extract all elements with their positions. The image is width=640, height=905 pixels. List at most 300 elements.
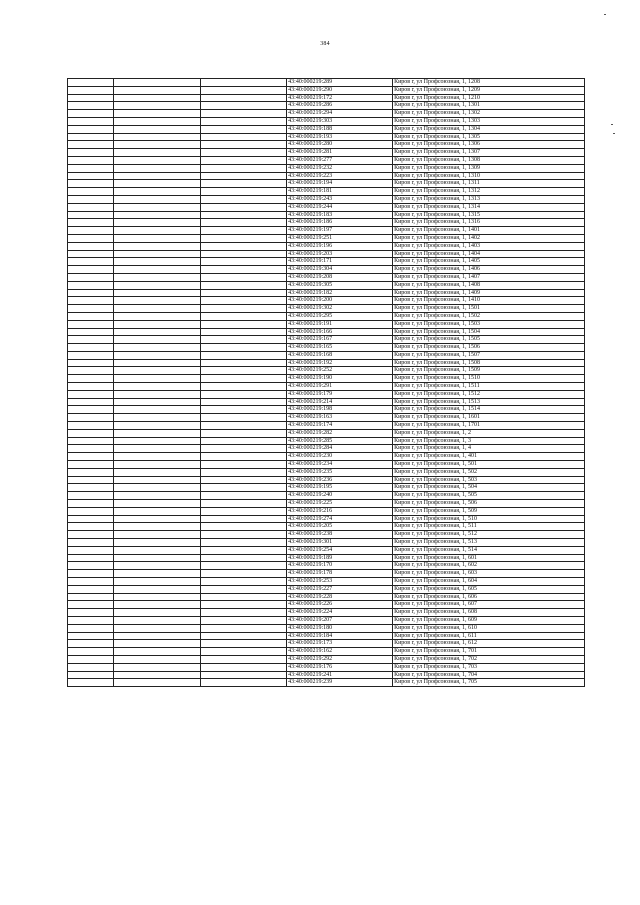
cadastral-number: 43:40:000219:167 xyxy=(287,336,393,344)
empty-cell xyxy=(68,133,114,141)
cadastral-number: 43:40:000219:282 xyxy=(287,429,393,437)
cadastral-number: 43:40:000219:241 xyxy=(287,671,393,679)
empty-cell xyxy=(201,180,287,188)
address: Киров г, ул Профсоюзная, 1, 512 xyxy=(393,531,585,539)
table-row xyxy=(68,671,585,679)
empty-cell xyxy=(114,468,201,476)
cadastral-number: 43:40:000219:234 xyxy=(287,461,393,469)
table-row xyxy=(68,500,585,508)
empty-cell xyxy=(114,188,201,196)
cadastral-number: 43:40:000219:194 xyxy=(287,180,393,188)
address: Киров г, ул Профсоюзная, 1, 1315 xyxy=(393,211,585,219)
cadastral-number: 43:40:000219:186 xyxy=(287,219,393,227)
empty-cell xyxy=(201,585,287,593)
empty-cell xyxy=(201,648,287,656)
table-row xyxy=(68,468,585,476)
empty-cell xyxy=(68,679,114,687)
address: Киров г, ул Профсоюзная, 1, 602 xyxy=(393,562,585,570)
empty-cell xyxy=(114,219,201,227)
empty-cell xyxy=(68,102,114,110)
address: Киров г, ул Профсоюзная, 1, 2 xyxy=(393,429,585,437)
address: Киров г, ул Профсоюзная, 1, 1210 xyxy=(393,94,585,102)
empty-cell xyxy=(201,437,287,445)
empty-cell xyxy=(201,125,287,133)
empty-cell xyxy=(201,117,287,125)
empty-cell xyxy=(68,593,114,601)
empty-cell xyxy=(201,211,287,219)
empty-cell xyxy=(201,351,287,359)
address: Киров г, ул Профсоюзная, 1, 701 xyxy=(393,648,585,656)
cadastral-number: 43:40:000219:302 xyxy=(287,305,393,313)
empty-cell xyxy=(68,328,114,336)
empty-cell xyxy=(68,500,114,508)
empty-cell xyxy=(114,258,201,266)
cadastral-number: 43:40:000219:225 xyxy=(287,500,393,508)
empty-cell xyxy=(114,125,201,133)
empty-cell xyxy=(68,94,114,102)
address: Киров г, ул Профсоюзная, 1, 1307 xyxy=(393,149,585,157)
table-row xyxy=(68,484,585,492)
empty-cell xyxy=(201,616,287,624)
empty-cell xyxy=(201,390,287,398)
cadastral-number: 43:40:000219:285 xyxy=(287,437,393,445)
address: Киров г, ул Профсоюзная, 1, 3 xyxy=(393,437,585,445)
empty-cell xyxy=(68,578,114,586)
table-row xyxy=(68,258,585,266)
empty-cell xyxy=(114,211,201,219)
page-number: 384 xyxy=(320,41,330,47)
table-row xyxy=(68,507,585,515)
address: Киров г, ул Профсоюзная, 1, 1501 xyxy=(393,305,585,313)
address: Киров г, ул Профсоюзная, 1, 1503 xyxy=(393,320,585,328)
empty-cell xyxy=(201,149,287,157)
table-row xyxy=(68,289,585,297)
empty-cell xyxy=(68,351,114,359)
cadastral-number: 43:40:000219:284 xyxy=(287,445,393,453)
table-row xyxy=(68,531,585,539)
empty-cell xyxy=(114,554,201,562)
empty-cell xyxy=(68,250,114,258)
cadastral-number: 43:40:000219:238 xyxy=(287,531,393,539)
empty-cell xyxy=(114,500,201,508)
empty-cell xyxy=(68,655,114,663)
empty-cell xyxy=(201,422,287,430)
empty-cell xyxy=(114,484,201,492)
table-row xyxy=(68,562,585,570)
empty-cell xyxy=(68,492,114,500)
empty-cell xyxy=(114,203,201,211)
table-row xyxy=(68,203,585,211)
address: Киров г, ул Профсоюзная, 1, 609 xyxy=(393,616,585,624)
empty-cell xyxy=(201,250,287,258)
empty-cell xyxy=(201,523,287,531)
empty-cell xyxy=(68,570,114,578)
empty-cell xyxy=(114,117,201,125)
table-row xyxy=(68,336,585,344)
address: Киров г, ул Профсоюзная, 1, 510 xyxy=(393,515,585,523)
cadastral-number: 43:40:000219:171 xyxy=(287,258,393,266)
table-row xyxy=(68,570,585,578)
empty-cell xyxy=(114,562,201,570)
empty-cell xyxy=(201,172,287,180)
cadastral-number: 43:40:000219:189 xyxy=(287,554,393,562)
empty-cell xyxy=(114,492,201,500)
address: Киров г, ул Профсоюзная, 1, 1405 xyxy=(393,258,585,266)
address: Киров г, ул Профсоюзная, 1, 1513 xyxy=(393,398,585,406)
empty-cell xyxy=(201,281,287,289)
empty-cell xyxy=(201,640,287,648)
table-row xyxy=(68,461,585,469)
empty-cell xyxy=(201,305,287,313)
empty-cell xyxy=(68,172,114,180)
cadastral-number: 43:40:000219:184 xyxy=(287,632,393,640)
empty-cell xyxy=(114,601,201,609)
address: Киров г, ул Профсоюзная, 1, 603 xyxy=(393,570,585,578)
empty-cell xyxy=(68,188,114,196)
cadastral-number: 43:40:000219:244 xyxy=(287,203,393,211)
empty-cell xyxy=(68,671,114,679)
cadastral-number: 43:40:000219:294 xyxy=(287,110,393,118)
cadastral-number: 43:40:000219:253 xyxy=(287,578,393,586)
empty-cell xyxy=(114,453,201,461)
empty-cell xyxy=(114,86,201,94)
empty-cell xyxy=(68,273,114,281)
empty-cell xyxy=(201,79,287,87)
cadastral-number: 43:40:000219:176 xyxy=(287,663,393,671)
empty-cell xyxy=(201,242,287,250)
table-row xyxy=(68,110,585,118)
table-row xyxy=(68,359,585,367)
cadastral-number: 43:40:000219:305 xyxy=(287,281,393,289)
cadastral-number: 43:40:000219:181 xyxy=(287,188,393,196)
table-row xyxy=(68,125,585,133)
empty-cell xyxy=(114,422,201,430)
table-row xyxy=(68,390,585,398)
empty-cell xyxy=(114,156,201,164)
cadastral-number: 43:40:000219:208 xyxy=(287,273,393,281)
empty-cell xyxy=(201,562,287,570)
empty-cell xyxy=(114,375,201,383)
empty-cell xyxy=(114,242,201,250)
empty-cell xyxy=(114,383,201,391)
address: Киров г, ул Профсоюзная, 1, 1313 xyxy=(393,195,585,203)
address: Киров г, ул Профсоюзная, 1, 1701 xyxy=(393,422,585,430)
empty-cell xyxy=(114,359,201,367)
table-row xyxy=(68,234,585,242)
cadastral-number: 43:40:000219:224 xyxy=(287,609,393,617)
table-row xyxy=(68,585,585,593)
cadastral-number: 43:40:000219:165 xyxy=(287,344,393,352)
cadastral-number: 43:40:000219:243 xyxy=(287,195,393,203)
cadastral-number: 43:40:000219:235 xyxy=(287,468,393,476)
table-row xyxy=(68,320,585,328)
address: Киров г, ул Профсоюзная, 1, 501 xyxy=(393,461,585,469)
address: Киров г, ул Профсоюзная, 1, 509 xyxy=(393,507,585,515)
empty-cell xyxy=(201,632,287,640)
empty-cell xyxy=(201,578,287,586)
table-row xyxy=(68,227,585,235)
cadastral-number: 43:40:000219:289 xyxy=(287,79,393,87)
empty-cell xyxy=(68,523,114,531)
table-row xyxy=(68,367,585,375)
empty-cell xyxy=(68,562,114,570)
empty-cell xyxy=(114,507,201,515)
empty-cell xyxy=(114,102,201,110)
empty-cell xyxy=(68,234,114,242)
empty-cell xyxy=(201,461,287,469)
address: Киров г, ул Профсоюзная, 1, 1302 xyxy=(393,110,585,118)
empty-cell xyxy=(114,616,201,624)
address: Киров г, ул Профсоюзная, 1, 1408 xyxy=(393,281,585,289)
table-row xyxy=(68,164,585,172)
empty-cell xyxy=(68,601,114,609)
table-row xyxy=(68,663,585,671)
table-row xyxy=(68,414,585,422)
empty-cell xyxy=(68,585,114,593)
address: Киров г, ул Профсоюзная, 1, 1312 xyxy=(393,188,585,196)
empty-cell xyxy=(114,195,201,203)
address: Киров г, ул Профсоюзная, 1, 702 xyxy=(393,655,585,663)
address: Киров г, ул Профсоюзная, 1, 1514 xyxy=(393,406,585,414)
empty-cell xyxy=(68,632,114,640)
empty-cell xyxy=(114,671,201,679)
empty-cell xyxy=(114,655,201,663)
cadastral-number: 43:40:000219:286 xyxy=(287,102,393,110)
empty-cell xyxy=(68,429,114,437)
table-row xyxy=(68,616,585,624)
empty-cell xyxy=(114,367,201,375)
address: Киров г, ул Профсоюзная, 1, 705 xyxy=(393,679,585,687)
address: Киров г, ул Профсоюзная, 1, 505 xyxy=(393,492,585,500)
empty-cell xyxy=(201,195,287,203)
empty-cell xyxy=(68,468,114,476)
table-row xyxy=(68,281,585,289)
address: Киров г, ул Профсоюзная, 1, 1209 xyxy=(393,86,585,94)
address: Киров г, ул Профсоюзная, 1, 513 xyxy=(393,539,585,547)
table-row xyxy=(68,383,585,391)
table-row xyxy=(68,648,585,656)
empty-cell xyxy=(201,655,287,663)
address: Киров г, ул Профсоюзная, 1, 606 xyxy=(393,593,585,601)
address: Киров г, ул Профсоюзная, 1, 1510 xyxy=(393,375,585,383)
scan-mark xyxy=(611,124,613,125)
cadastral-number: 43:40:000219:223 xyxy=(287,172,393,180)
empty-cell xyxy=(201,507,287,515)
empty-cell xyxy=(201,593,287,601)
cadastral-number: 43:40:000219:280 xyxy=(287,141,393,149)
empty-cell xyxy=(114,94,201,102)
cadastral-number: 43:40:000219:214 xyxy=(287,398,393,406)
empty-cell xyxy=(114,414,201,422)
empty-cell xyxy=(68,461,114,469)
table-row xyxy=(68,242,585,250)
empty-cell xyxy=(68,398,114,406)
address: Киров г, ул Профсоюзная, 1, 611 xyxy=(393,632,585,640)
cadastral-number: 43:40:000219:174 xyxy=(287,422,393,430)
cadastral-number: 43:40:000219:252 xyxy=(287,367,393,375)
empty-cell xyxy=(68,640,114,648)
address: Киров г, ул Профсоюзная, 1, 1507 xyxy=(393,351,585,359)
address: Киров г, ул Профсоюзная, 1, 401 xyxy=(393,453,585,461)
cadastral-number: 43:40:000219:197 xyxy=(287,227,393,235)
empty-cell xyxy=(114,461,201,469)
empty-cell xyxy=(114,632,201,640)
empty-cell xyxy=(114,515,201,523)
empty-cell xyxy=(68,125,114,133)
empty-cell xyxy=(68,180,114,188)
cadastral-number: 43:40:000219:191 xyxy=(287,320,393,328)
cadastral-number: 43:40:000219:179 xyxy=(287,390,393,398)
table-row xyxy=(68,273,585,281)
empty-cell xyxy=(68,406,114,414)
address: Киров г, ул Профсоюзная, 1, 703 xyxy=(393,663,585,671)
empty-cell xyxy=(68,367,114,375)
address: Киров г, ул Профсоюзная, 1, 1402 xyxy=(393,234,585,242)
empty-cell xyxy=(201,141,287,149)
empty-cell xyxy=(68,663,114,671)
table-row xyxy=(68,429,585,437)
empty-cell xyxy=(114,227,201,235)
empty-cell xyxy=(201,156,287,164)
table-row xyxy=(68,180,585,188)
cadastral-number: 43:40:000219:301 xyxy=(287,539,393,547)
address: Киров г, ул Профсоюзная, 1, 1505 xyxy=(393,336,585,344)
cadastral-number: 43:40:000219:281 xyxy=(287,149,393,157)
cadastral-number: 43:40:000219:182 xyxy=(287,289,393,297)
empty-cell xyxy=(114,289,201,297)
empty-cell xyxy=(114,445,201,453)
empty-cell xyxy=(114,476,201,484)
cadastral-number: 43:40:000219:190 xyxy=(287,375,393,383)
empty-cell xyxy=(114,110,201,118)
table-row xyxy=(68,117,585,125)
table-row xyxy=(68,172,585,180)
cadastral-number: 43:40:000219:227 xyxy=(287,585,393,593)
empty-cell xyxy=(114,149,201,157)
empty-cell xyxy=(68,195,114,203)
empty-cell xyxy=(201,445,287,453)
address: Киров г, ул Профсоюзная, 1, 506 xyxy=(393,500,585,508)
table-row xyxy=(68,219,585,227)
table-row xyxy=(68,211,585,219)
cadastral-number: 43:40:000219:304 xyxy=(287,266,393,274)
cadastral-number: 43:40:000219:195 xyxy=(287,484,393,492)
table-row xyxy=(68,79,585,87)
empty-cell xyxy=(68,242,114,250)
empty-cell xyxy=(114,390,201,398)
empty-cell xyxy=(68,149,114,157)
empty-cell xyxy=(201,273,287,281)
empty-cell xyxy=(68,336,114,344)
cadastral-number: 43:40:000219:200 xyxy=(287,297,393,305)
table-row xyxy=(68,250,585,258)
empty-cell xyxy=(68,445,114,453)
address: Киров г, ул Профсоюзная, 1, 1508 xyxy=(393,359,585,367)
address: Киров г, ул Профсоюзная, 1, 511 xyxy=(393,523,585,531)
cadastral-number: 43:40:000219:196 xyxy=(287,242,393,250)
table-row xyxy=(68,422,585,430)
cadastral-number: 43:40:000219:274 xyxy=(287,515,393,523)
empty-cell xyxy=(114,437,201,445)
address: Киров г, ул Профсоюзная, 1, 1309 xyxy=(393,164,585,172)
cadastral-number: 43:40:000219:192 xyxy=(287,359,393,367)
address: Киров г, ул Профсоюзная, 1, 610 xyxy=(393,624,585,632)
empty-cell xyxy=(201,663,287,671)
empty-cell xyxy=(201,609,287,617)
empty-cell xyxy=(114,546,201,554)
empty-cell xyxy=(68,484,114,492)
cadastral-number: 43:40:000219:216 xyxy=(287,507,393,515)
address: Киров г, ул Профсоюзная, 1, 1506 xyxy=(393,344,585,352)
address: Киров г, ул Профсоюзная, 1, 1305 xyxy=(393,133,585,141)
address: Киров г, ул Профсоюзная, 1, 1601 xyxy=(393,414,585,422)
empty-cell xyxy=(68,375,114,383)
empty-cell xyxy=(68,453,114,461)
empty-cell xyxy=(114,312,201,320)
table-row xyxy=(68,445,585,453)
cadastral-number: 43:40:000219:170 xyxy=(287,562,393,570)
empty-cell xyxy=(68,359,114,367)
address: Киров г, ул Профсоюзная, 1, 1208 xyxy=(393,79,585,87)
empty-cell xyxy=(114,273,201,281)
empty-cell xyxy=(114,593,201,601)
empty-cell xyxy=(201,601,287,609)
empty-cell xyxy=(201,671,287,679)
cadastral-number: 43:40:000219:277 xyxy=(287,156,393,164)
empty-cell xyxy=(114,648,201,656)
empty-cell xyxy=(68,546,114,554)
address: Киров г, ул Профсоюзная, 1, 1407 xyxy=(393,273,585,281)
table-row xyxy=(68,312,585,320)
empty-cell xyxy=(68,554,114,562)
table-row xyxy=(68,133,585,141)
cadastral-number: 43:40:000219:230 xyxy=(287,453,393,461)
cadastral-number: 43:40:000219:163 xyxy=(287,414,393,422)
address: Киров г, ул Профсоюзная, 1, 502 xyxy=(393,468,585,476)
table-row xyxy=(68,523,585,531)
empty-cell xyxy=(114,180,201,188)
empty-cell xyxy=(201,164,287,172)
address: Киров г, ул Профсоюзная, 1, 1403 xyxy=(393,242,585,250)
empty-cell xyxy=(114,679,201,687)
address: Киров г, ул Профсоюзная, 1, 1404 xyxy=(393,250,585,258)
address: Киров г, ул Профсоюзная, 1, 1512 xyxy=(393,390,585,398)
table-row xyxy=(68,554,585,562)
empty-cell xyxy=(201,86,287,94)
empty-cell xyxy=(201,492,287,500)
address: Киров г, ул Профсоюзная, 1, 1401 xyxy=(393,227,585,235)
address: Киров г, ул Профсоюзная, 1, 601 xyxy=(393,554,585,562)
cadastral-number: 43:40:000219:205 xyxy=(287,523,393,531)
property-registry-table xyxy=(67,78,585,687)
empty-cell xyxy=(114,406,201,414)
table-row xyxy=(68,305,585,313)
table-row xyxy=(68,102,585,110)
empty-cell xyxy=(201,406,287,414)
empty-cell xyxy=(114,531,201,539)
empty-cell xyxy=(201,367,287,375)
empty-cell xyxy=(68,281,114,289)
empty-cell xyxy=(201,679,287,687)
empty-cell xyxy=(68,344,114,352)
cadastral-number: 43:40:000219:203 xyxy=(287,250,393,258)
empty-cell xyxy=(201,328,287,336)
empty-cell xyxy=(68,422,114,430)
empty-cell xyxy=(201,234,287,242)
empty-cell xyxy=(68,305,114,313)
address: Киров г, ул Профсоюзная, 1, 1306 xyxy=(393,141,585,149)
empty-cell xyxy=(201,398,287,406)
